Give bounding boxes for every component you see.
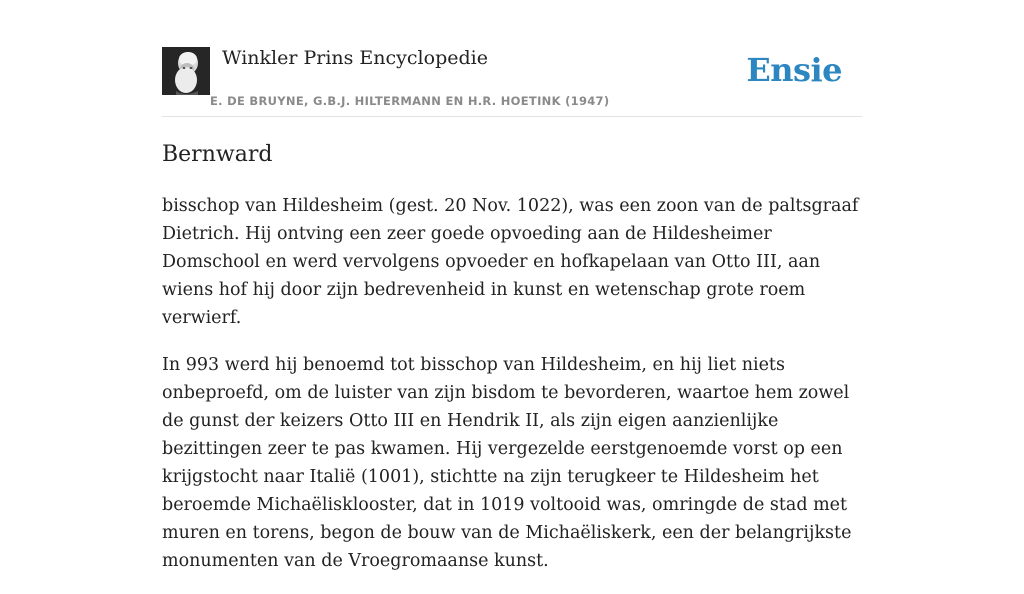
article-body <box>162 192 864 594</box>
bearded-man-portrait-icon <box>162 47 210 95</box>
source-authors: E. DE BRUYNE, G.B.J. HILTERMANN EN H.R. HOETINK (1947) <box>210 94 610 108</box>
source-title[interactable]: Winkler Prins Encyclopedie <box>222 47 488 69</box>
ensie-logo[interactable]: Ensie <box>746 51 842 89</box>
article-paragraph: In 993 werd hij benoemd tot bisschop van Hildesheim, en hij liet niets onbeproefd, om de luister van zijn bisdom te bevorderen, waartoe hem zowel de gunst der keizers Otto III en Hendrik II, als zijn eigen aanzienlijke bezittingen zeer te pas kwamen. Hij vergezelde eerstgenoemde vorst op een krijgstocht naar Italië (1001), stichtte na zijn terugkeer te Hildesheim het beroemde Michaëlisklooster, dat in 1019 voltooid was, omringde de stad met muren en torens, begon de bouw van de Michaëliskerk, een der belangrijkste monumenten van de Vroegromaanse kunst. <box>162 355 852 571</box>
article-paragraph: bisschop van Hildesheim (gest. 20 Nov. 1022), was een zoon van de paltsgraaf Dietrich. Hij ontving een zeer goede opvoeding aan de Hildesheimer Domschool en werd vervolgens opvoeder en hofkapelaan van Otto III, aan wiens hof hij door zijn bedrevenheid in kunst en wetenschap grote roem verwierf. <box>162 196 859 328</box>
source-header <box>162 46 862 117</box>
author-avatar <box>162 47 210 95</box>
entry-title: Bernward <box>162 142 273 167</box>
